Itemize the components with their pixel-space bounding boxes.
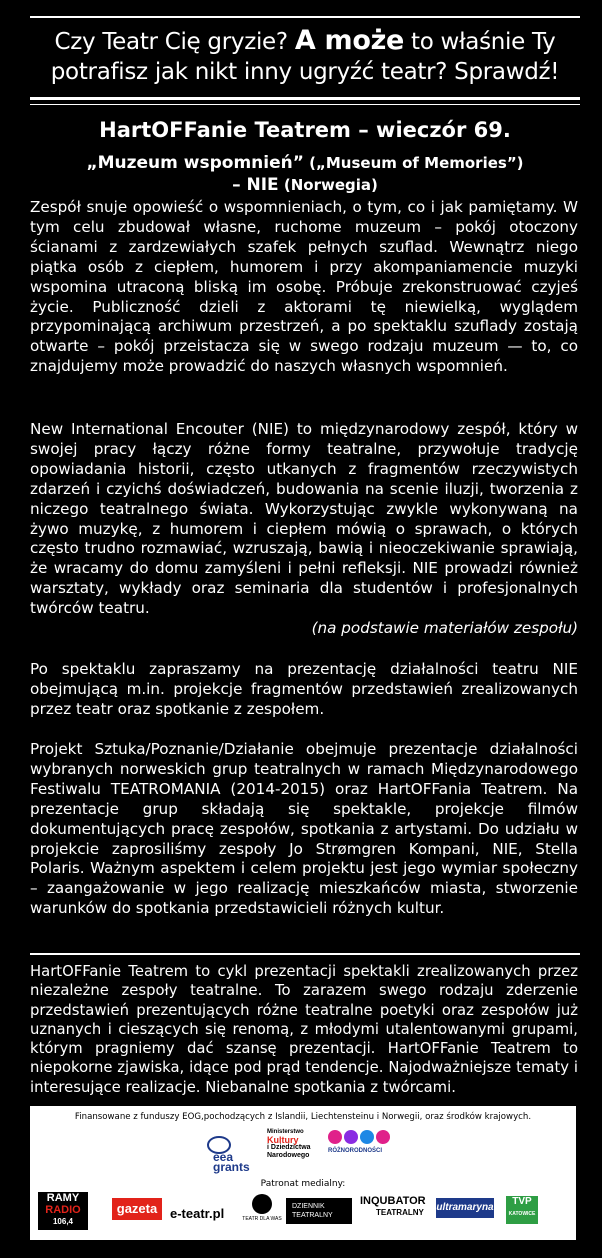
divider-rule (30, 97, 580, 100)
description-section (30, 198, 578, 377)
eea-grants-logo: eea grants (203, 1136, 253, 1172)
paragraph: HartOFFanie Teatrem to cykl prezentacji spektakli zrealizowanych przez niezależne zespoły teatralne. To zarazem swego rodzaju zderzenie przedstawień prezentujących różne teatralne poetyki oraz zespołów już uznanych i cieszących się renomą, z młodymi utalentowanymi grupami, którym pragniemy dać szansę prezentacji. HartOFFanie Teatrem to niepokorne zjawiska, idące pod prąd tendencje. Najodważniejsze tematy i interesujące realizacje. Niebanalne spotkania z twórcami. (30, 963, 578, 1096)
tagline-emphasis: A może (294, 25, 405, 56)
tagline-text: Czy Teatr Cię gryzie? (54, 29, 295, 55)
divider-rule (30, 953, 580, 955)
sponsor-footer (30, 1106, 576, 1240)
divider-rule (30, 104, 580, 105)
project-section (30, 740, 578, 919)
after-show-section (30, 660, 578, 720)
gazeta-logo: gazeta (112, 1198, 162, 1220)
e-teatr-logo: e-teatr.pl (170, 1206, 225, 1221)
event-title: HartOFFanie Teatrem – wieczór 69. (99, 118, 511, 142)
funding-note: Finansowane z funduszy EOG,pochodzących z Islandii, Liechtensteinu i Norwegii, oraz środków krajowych. (74, 1112, 532, 1122)
tagline-text: to właśnie Ty (404, 29, 556, 55)
teatr-dla-was-logo: TEATR DLA WAS (242, 1194, 282, 1234)
media-patrons-label: Patronat medialny: (260, 1179, 346, 1189)
ministry-culture-logo: Ministerstwo Kultury i Dziedzictwa Narodowego (267, 1129, 311, 1159)
title-polish: „Muzeum wspomnień” (86, 153, 304, 173)
roznorodnosci-logo: RÓŻNORODNOŚCI (328, 1130, 394, 1168)
top-rule (30, 16, 580, 18)
company-name: – NIE (232, 175, 279, 195)
dziennik-teatralny-logo: DZIENNIK TEATRALNY (286, 1198, 352, 1224)
tagline (30, 26, 580, 87)
company-country: (Norwegia) (278, 176, 378, 194)
tvp-katowice-logo: TVP KATOWICE (506, 1196, 538, 1224)
cycle-section (30, 962, 578, 1097)
paragraph: New International Encouter (NIE) to międzynarodowy zespół, który w swojej pracy łączy różne formy teatralne, przywołuje tradycję opowiadania historii, często utkanych z fragmentów rzeczywistych zdarzeń i czyichś doświadczeń, budowania na scenie iluzji, tworzenia z niczego teatralnego świata. Wykorzystując zwykle wykonywaną na żywo muzykę, z humorem i ciepłem mówią o sprawach, o których często trudno rozmawiać, wzruszają, bawią i nieoczekiwanie sprawiają, że wracamy do domu zamyśleni i pełni refleksji. NIE prowadzi również warsztaty, wykłady oraz seminaria dla studentów i profesjonalnych twórców teatru. (30, 420, 578, 618)
tagline-text: potrafisz jak nikt inny ugryźć teatr? Sprawdź! (50, 59, 560, 85)
source-note: (na podstawie materiałów zespołu) (311, 619, 578, 638)
paragraph: Po spektaklu zapraszamy na prezentację działalności teatru NIE obejmującą m.in. projekcje fragmentów przedstawień zrealizowanych przez teatr oraz spotkanie z zespołem. (30, 660, 578, 718)
performance-title (30, 152, 580, 196)
title-english: („Museum of Memories”) (303, 154, 524, 172)
company-section (30, 420, 578, 639)
inqubator-logo: INQUBATOR TEATRALNY (360, 1195, 426, 1217)
paragraph: Projekt Sztuka/Poznanie/Działanie obejmuje prezentacje działalności wybranych norweskich grup teatralnych w ramach Międzynarodowego Festiwalu TEATROMANIA (2014-2015) oraz HartOFFania Teatrem. Na prezentacje grup składają się spektakle, projekcje filmów dokumentujących pracę zespołów, spotkania z artystami. Do udziału w projekcie zaprosiliśmy zespoły Jo Strømgren Kompani, NIE, Stella Polaris. Ważnym aspektem i celem projektu jest jego wymiar społeczny – zaangażowanie w jego realizację mieszkańców miasta, stworzenie warunków do spotkania przedstawicieli różnych kultur. (30, 740, 578, 918)
paragraph: Zespół snuje opowieść o wspomnieniach, o tym, co i jak pamiętamy. W tym celu zbudował własne, ruchome muzeum – pokój otoczony ścianami z zardzewiałych szafek pełnych szuflad. Wewnątrz niego piątka osób z ciepłem, humorem i przy akompaniamencie muzyki wspomina utraconą bliską im osobę. Próbuje zrekonstruować czyjeś życie. Publiczność dzieli z aktorami tę niewielką, wyglądem przypominającą archiwum przestrzeń, a po spektaklu szuflady zostają otwarte – pokój przeistacza się w swego rodzaju muzeum — to, co znajdujemy może prowadzić do naszych własnych wspomnień. (30, 198, 578, 376)
ultramaryna-logo: ultramaryna (436, 1198, 494, 1218)
radio-ramy-logo: RAMY RADIO 106,4 (38, 1192, 88, 1230)
